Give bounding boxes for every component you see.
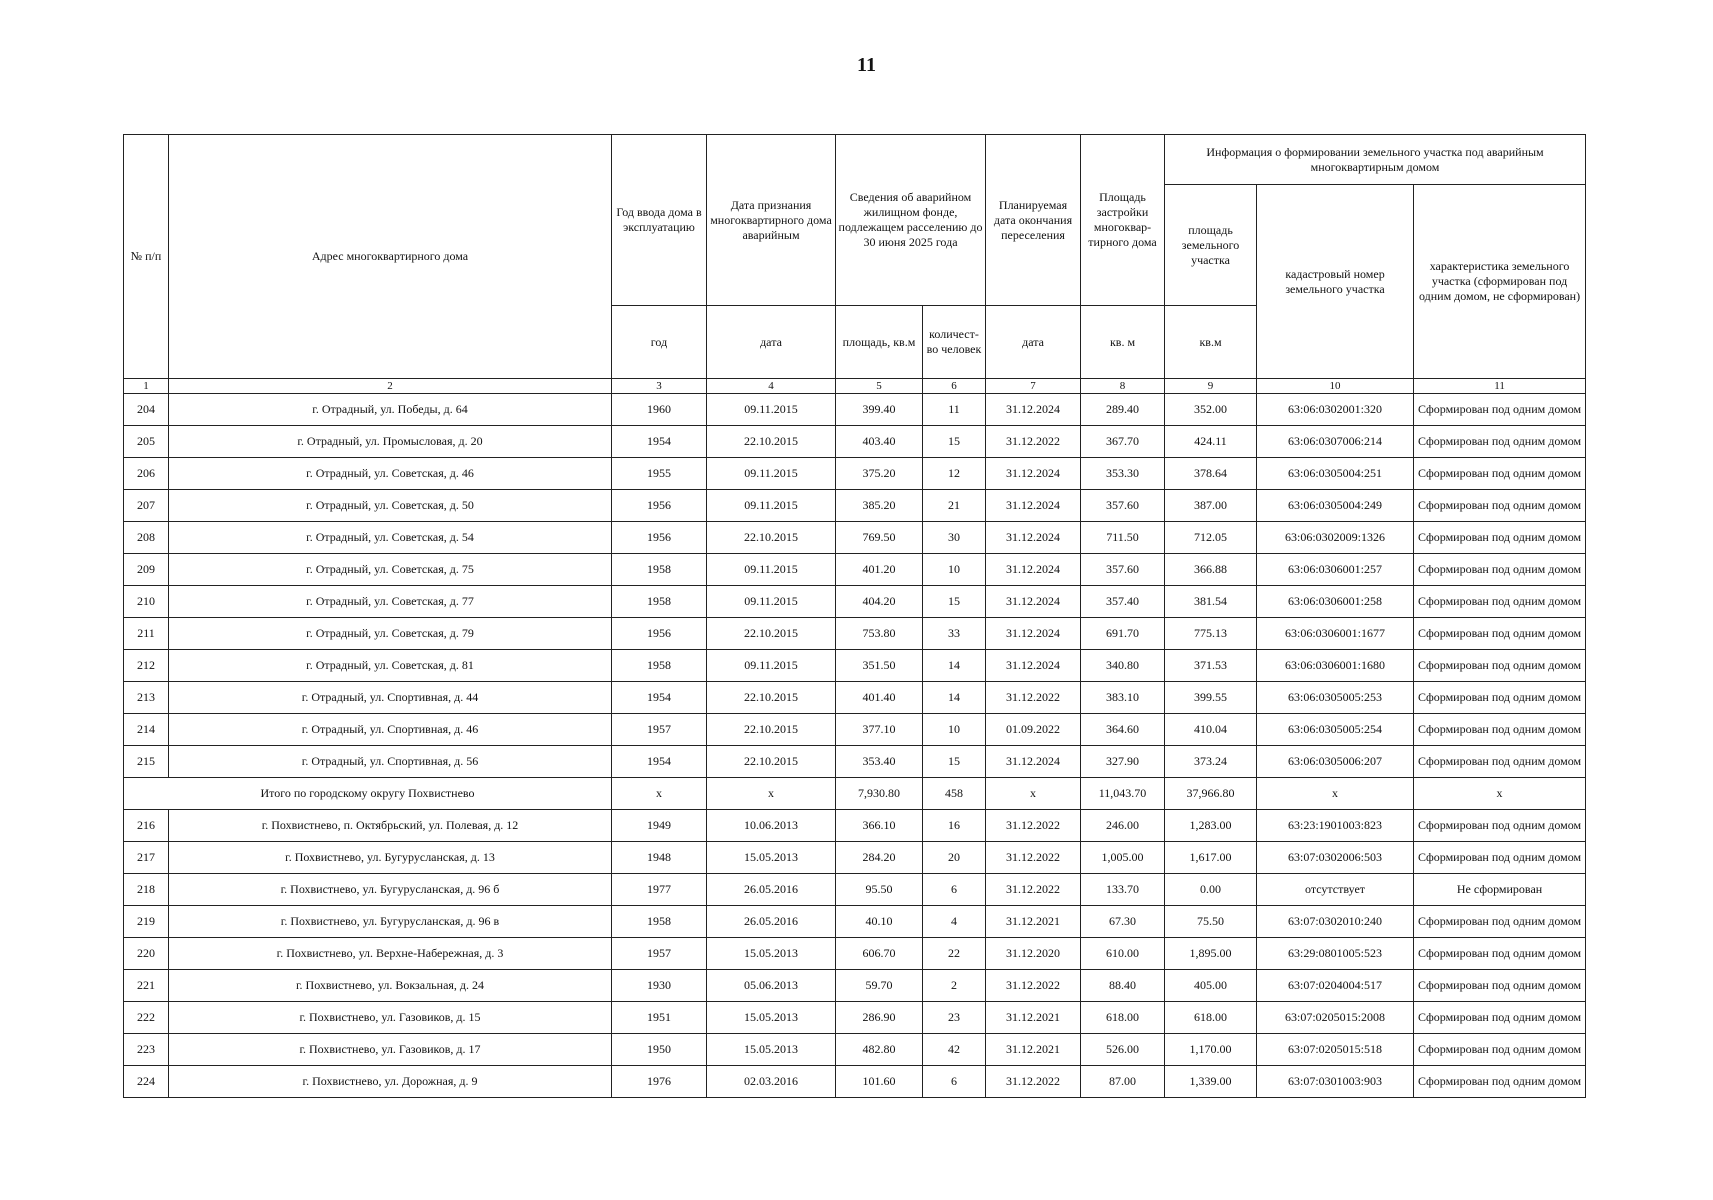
unit-people: количест-во человек xyxy=(923,306,986,379)
cell-build-area: 610.00 xyxy=(1081,938,1165,970)
header-emergency-fund: Сведения об аварийном жилищном фонде, подлежащем расселению до 30 июня 2025 года xyxy=(836,135,986,306)
cell-num: 209 xyxy=(124,554,169,586)
cell-num: 220 xyxy=(124,938,169,970)
cell-date: 09.11.2015 xyxy=(707,458,836,490)
cell-planned: 31.12.2022 xyxy=(986,682,1081,714)
cell-planned: 31.12.2024 xyxy=(986,586,1081,618)
cell-people: 6 xyxy=(923,874,986,906)
cell-cadastral: 63:06:0306001:257 xyxy=(1257,554,1414,586)
cell-date: 15.05.2013 xyxy=(707,938,836,970)
cell-num: 219 xyxy=(124,906,169,938)
cell-people: 20 xyxy=(923,842,986,874)
cell-address: г. Отрадный, ул. Советская, д. 77 xyxy=(169,586,612,618)
cell-land-area: 1,170.00 xyxy=(1165,1034,1257,1066)
cell-cadastral: отсутствует xyxy=(1257,874,1414,906)
cell-address: г. Отрадный, ул. Спортивная, д. 44 xyxy=(169,682,612,714)
cell-land-area: 0.00 xyxy=(1165,874,1257,906)
total-land-area: 37,966.80 xyxy=(1165,778,1257,810)
table-row xyxy=(124,394,1586,426)
cell-year: 1954 xyxy=(612,682,707,714)
cell-year: 1951 xyxy=(612,1002,707,1034)
cell-year: 1949 xyxy=(612,810,707,842)
cell-cadastral: 63:06:0302009:1326 xyxy=(1257,522,1414,554)
cell-status: Сформирован под одним домом xyxy=(1414,650,1586,682)
cell-status: Сформирован под одним домом xyxy=(1414,1034,1586,1066)
header-year-in-service: Год ввода дома в эксплуатацию xyxy=(612,135,707,306)
cell-planned: 31.12.2024 xyxy=(986,650,1081,682)
header-planned-date: Планируемая дата окончания переселения xyxy=(986,135,1081,306)
cell-num: 212 xyxy=(124,650,169,682)
header-land-char: характеристика земельного участка (сформирован под одним домом, не сформирован) xyxy=(1414,185,1586,379)
cell-land-area: 618.00 xyxy=(1165,1002,1257,1034)
cell-address: г. Отрадный, ул. Советская, д. 79 xyxy=(169,618,612,650)
cell-date: 09.11.2015 xyxy=(707,586,836,618)
cell-land-area: 387.00 xyxy=(1165,490,1257,522)
cell-land-area: 1,895.00 xyxy=(1165,938,1257,970)
cell-planned: 31.12.2024 xyxy=(986,490,1081,522)
table-row xyxy=(124,1034,1586,1066)
cell-land-area: 712.05 xyxy=(1165,522,1257,554)
column-number: 4 xyxy=(707,379,836,394)
unit-area: площадь, кв.м xyxy=(836,306,923,379)
cell-status: Сформирован под одним домом xyxy=(1414,490,1586,522)
cell-cadastral: 63:06:0306001:1680 xyxy=(1257,650,1414,682)
cell-year: 1956 xyxy=(612,490,707,522)
cell-year: 1957 xyxy=(612,938,707,970)
cell-people: 12 xyxy=(923,458,986,490)
cell-planned: 31.12.2022 xyxy=(986,426,1081,458)
cell-people: 10 xyxy=(923,554,986,586)
cell-num: 217 xyxy=(124,842,169,874)
cell-planned: 31.12.2022 xyxy=(986,970,1081,1002)
cell-date: 26.05.2016 xyxy=(707,906,836,938)
cell-year: 1958 xyxy=(612,906,707,938)
column-number: 6 xyxy=(923,379,986,394)
total-row xyxy=(124,778,1586,810)
column-number: 1 xyxy=(124,379,169,394)
cell-area: 401.20 xyxy=(836,554,923,586)
cell-area: 353.40 xyxy=(836,746,923,778)
cell-cadastral: 63:06:0302001:320 xyxy=(1257,394,1414,426)
cell-year: 1958 xyxy=(612,554,707,586)
cell-cadastral: 63:07:0205015:518 xyxy=(1257,1034,1414,1066)
cell-area: 101.60 xyxy=(836,1066,923,1098)
table-row xyxy=(124,490,1586,522)
cell-build-area: 133.70 xyxy=(1081,874,1165,906)
column-number: 2 xyxy=(169,379,612,394)
cell-area: 375.20 xyxy=(836,458,923,490)
table-row xyxy=(124,970,1586,1002)
cell-date: 22.10.2015 xyxy=(707,618,836,650)
cell-build-area: 353.30 xyxy=(1081,458,1165,490)
cell-address: г. Отрадный, ул. Советская, д. 46 xyxy=(169,458,612,490)
cell-land-area: 405.00 xyxy=(1165,970,1257,1002)
cell-cadastral: 63:06:0306001:258 xyxy=(1257,586,1414,618)
column-number-row xyxy=(124,379,1586,394)
cell-cadastral: 63:06:0305004:249 xyxy=(1257,490,1414,522)
table-row xyxy=(124,906,1586,938)
cell-people: 16 xyxy=(923,810,986,842)
total-planned: x xyxy=(986,778,1081,810)
cell-date: 22.10.2015 xyxy=(707,714,836,746)
cell-date: 15.05.2013 xyxy=(707,1034,836,1066)
cell-planned: 31.12.2024 xyxy=(986,554,1081,586)
cell-year: 1957 xyxy=(612,714,707,746)
cell-build-area: 246.00 xyxy=(1081,810,1165,842)
cell-people: 14 xyxy=(923,650,986,682)
cell-address: г. Похвистнево, ул. Газовиков, д. 17 xyxy=(169,1034,612,1066)
cell-cadastral: 63:06:0305005:253 xyxy=(1257,682,1414,714)
cell-area: 377.10 xyxy=(836,714,923,746)
cell-planned: 31.12.2022 xyxy=(986,842,1081,874)
cell-cadastral: 63:07:0301003:903 xyxy=(1257,1066,1414,1098)
cell-year: 1958 xyxy=(612,586,707,618)
column-number: 8 xyxy=(1081,379,1165,394)
cell-address: г. Отрадный, ул. Советская, д. 81 xyxy=(169,650,612,682)
table-row xyxy=(124,522,1586,554)
cell-num: 215 xyxy=(124,746,169,778)
cell-num: 206 xyxy=(124,458,169,490)
cell-year: 1956 xyxy=(612,618,707,650)
cell-cadastral: 63:07:0302010:240 xyxy=(1257,906,1414,938)
cell-date: 09.11.2015 xyxy=(707,650,836,682)
cell-land-area: 410.04 xyxy=(1165,714,1257,746)
cell-land-area: 1,617.00 xyxy=(1165,842,1257,874)
table-row xyxy=(124,810,1586,842)
cell-cadastral: 63:06:0306001:1677 xyxy=(1257,618,1414,650)
cell-cadastral: 63:06:0305006:207 xyxy=(1257,746,1414,778)
cell-land-area: 366.88 xyxy=(1165,554,1257,586)
cell-address: г. Отрадный, ул. Спортивная, д. 46 xyxy=(169,714,612,746)
cell-cadastral: 63:06:0307006:214 xyxy=(1257,426,1414,458)
cell-planned: 31.12.2024 xyxy=(986,394,1081,426)
table-row xyxy=(124,874,1586,906)
cell-num: 204 xyxy=(124,394,169,426)
cell-area: 351.50 xyxy=(836,650,923,682)
table-row xyxy=(124,746,1586,778)
unit-kvm2: кв.м xyxy=(1165,306,1257,379)
cell-people: 15 xyxy=(923,746,986,778)
table-row xyxy=(124,554,1586,586)
cell-people: 4 xyxy=(923,906,986,938)
cell-land-area: 378.64 xyxy=(1165,458,1257,490)
cell-status: Сформирован под одним домом xyxy=(1414,586,1586,618)
cell-planned: 31.12.2022 xyxy=(986,874,1081,906)
cell-area: 366.10 xyxy=(836,810,923,842)
cell-area: 286.90 xyxy=(836,1002,923,1034)
cell-build-area: 357.60 xyxy=(1081,490,1165,522)
cell-date: 15.05.2013 xyxy=(707,842,836,874)
cell-build-area: 327.90 xyxy=(1081,746,1165,778)
cell-year: 1977 xyxy=(612,874,707,906)
cell-num: 218 xyxy=(124,874,169,906)
cell-build-area: 711.50 xyxy=(1081,522,1165,554)
total-build-area: 11,043.70 xyxy=(1081,778,1165,810)
cell-date: 15.05.2013 xyxy=(707,1002,836,1034)
cell-year: 1958 xyxy=(612,650,707,682)
cell-planned: 01.09.2022 xyxy=(986,714,1081,746)
cell-status: Сформирован под одним домом xyxy=(1414,554,1586,586)
cell-cadastral: 63:07:0205015:2008 xyxy=(1257,1002,1414,1034)
table-row xyxy=(124,842,1586,874)
cell-people: 22 xyxy=(923,938,986,970)
cell-planned: 31.12.2024 xyxy=(986,618,1081,650)
cell-status: Сформирован под одним домом xyxy=(1414,810,1586,842)
table-row xyxy=(124,586,1586,618)
cell-address: г. Отрадный, ул. Спортивная, д. 56 xyxy=(169,746,612,778)
cell-planned: 31.12.2021 xyxy=(986,906,1081,938)
cell-date: 10.06.2013 xyxy=(707,810,836,842)
column-number: 5 xyxy=(836,379,923,394)
cell-date: 26.05.2016 xyxy=(707,874,836,906)
cell-cadastral: 63:23:1901003:823 xyxy=(1257,810,1414,842)
cell-planned: 31.12.2024 xyxy=(986,746,1081,778)
header-address: Адрес многоквартирного дома xyxy=(169,135,612,379)
header-land-info: Информация о формировании земельного участка под аварийным многоквартирным домом xyxy=(1165,135,1586,185)
cell-num: 223 xyxy=(124,1034,169,1066)
cell-num: 216 xyxy=(124,810,169,842)
unit-date: дата xyxy=(707,306,836,379)
cell-build-area: 364.60 xyxy=(1081,714,1165,746)
cell-people: 11 xyxy=(923,394,986,426)
cell-build-area: 88.40 xyxy=(1081,970,1165,1002)
cell-status: Сформирован под одним домом xyxy=(1414,906,1586,938)
cell-planned: 31.12.2021 xyxy=(986,1034,1081,1066)
cell-land-area: 1,283.00 xyxy=(1165,810,1257,842)
total-cadastral: x xyxy=(1257,778,1414,810)
cell-area: 403.40 xyxy=(836,426,923,458)
cell-status: Сформирован под одним домом xyxy=(1414,522,1586,554)
cell-build-area: 340.80 xyxy=(1081,650,1165,682)
cell-address: г. Похвистнево, п. Октябрьский, ул. Полевая, д. 12 xyxy=(169,810,612,842)
cell-land-area: 373.24 xyxy=(1165,746,1257,778)
cell-date: 05.06.2013 xyxy=(707,970,836,1002)
cell-land-area: 399.55 xyxy=(1165,682,1257,714)
total-label: Итого по городскому округу Похвистнево xyxy=(124,778,612,810)
cell-address: г. Похвистнево, ул. Вокзальная, д. 24 xyxy=(169,970,612,1002)
cell-cadastral: 63:29:0801005:523 xyxy=(1257,938,1414,970)
cell-year: 1954 xyxy=(612,746,707,778)
table-body xyxy=(124,394,1586,1098)
header-recognition-date: Дата признания многоквартирного дома аварийным xyxy=(707,135,836,306)
cell-status: Сформирован под одним домом xyxy=(1414,938,1586,970)
cell-status: Сформирован под одним домом xyxy=(1414,1066,1586,1098)
cell-planned: 31.12.2020 xyxy=(986,938,1081,970)
cell-num: 211 xyxy=(124,618,169,650)
cell-build-area: 383.10 xyxy=(1081,682,1165,714)
total-area: 7,930.80 xyxy=(836,778,923,810)
cell-num: 207 xyxy=(124,490,169,522)
column-number: 10 xyxy=(1257,379,1414,394)
header-land-area: площадь земельного участка xyxy=(1165,185,1257,306)
total-people: 458 xyxy=(923,778,986,810)
cell-area: 606.70 xyxy=(836,938,923,970)
cell-date: 09.11.2015 xyxy=(707,394,836,426)
cell-people: 33 xyxy=(923,618,986,650)
cell-address: г. Отрадный, ул. Советская, д. 50 xyxy=(169,490,612,522)
cell-address: г. Похвистнево, ул. Верхне-Набережная, д. 3 xyxy=(169,938,612,970)
cell-status: Сформирован под одним домом xyxy=(1414,394,1586,426)
cell-status: Сформирован под одним домом xyxy=(1414,746,1586,778)
cell-status: Сформирован под одним домом xyxy=(1414,426,1586,458)
cell-address: г. Отрадный, ул. Промысловая, д. 20 xyxy=(169,426,612,458)
cell-status: Сформирован под одним домом xyxy=(1414,842,1586,874)
cell-land-area: 381.54 xyxy=(1165,586,1257,618)
cell-address: г. Похвистнево, ул. Газовиков, д. 15 xyxy=(169,1002,612,1034)
cell-year: 1950 xyxy=(612,1034,707,1066)
total-year: x xyxy=(612,778,707,810)
cell-date: 22.10.2015 xyxy=(707,522,836,554)
header-cadastral: кадастровый номер земельного участка xyxy=(1257,185,1414,379)
cell-people: 6 xyxy=(923,1066,986,1098)
cell-status: Сформирован под одним домом xyxy=(1414,458,1586,490)
cell-area: 95.50 xyxy=(836,874,923,906)
cell-date: 22.10.2015 xyxy=(707,426,836,458)
cell-people: 42 xyxy=(923,1034,986,1066)
cell-planned: 31.12.2022 xyxy=(986,810,1081,842)
cell-people: 15 xyxy=(923,586,986,618)
table-row xyxy=(124,938,1586,970)
cell-status: Сформирован под одним домом xyxy=(1414,682,1586,714)
unit-date2: дата xyxy=(986,306,1081,379)
cell-date: 22.10.2015 xyxy=(707,682,836,714)
cell-status: Сформирован под одним домом xyxy=(1414,618,1586,650)
header-num: № п/п xyxy=(124,135,169,379)
cell-cadastral: 63:07:0302006:503 xyxy=(1257,842,1414,874)
cell-planned: 31.12.2024 xyxy=(986,522,1081,554)
header-building-area: Площадь застройки многоквар-тирного дома xyxy=(1081,135,1165,306)
cell-build-area: 289.40 xyxy=(1081,394,1165,426)
cell-build-area: 357.40 xyxy=(1081,586,1165,618)
cell-status: Не сформирован xyxy=(1414,874,1586,906)
cell-build-area: 357.60 xyxy=(1081,554,1165,586)
cell-date: 22.10.2015 xyxy=(707,746,836,778)
cell-cadastral: 63:06:0305005:254 xyxy=(1257,714,1414,746)
cell-year: 1930 xyxy=(612,970,707,1002)
table-row xyxy=(124,426,1586,458)
cell-date: 09.11.2015 xyxy=(707,490,836,522)
cell-year: 1948 xyxy=(612,842,707,874)
table-row xyxy=(124,714,1586,746)
cell-cadastral: 63:07:0204004:517 xyxy=(1257,970,1414,1002)
cell-area: 59.70 xyxy=(836,970,923,1002)
table-row xyxy=(124,458,1586,490)
table-row xyxy=(124,618,1586,650)
cell-area: 769.50 xyxy=(836,522,923,554)
cell-build-area: 87.00 xyxy=(1081,1066,1165,1098)
cell-date: 02.03.2016 xyxy=(707,1066,836,1098)
cell-people: 30 xyxy=(923,522,986,554)
emergency-housing-table xyxy=(123,134,1586,1098)
table-row xyxy=(124,682,1586,714)
cell-area: 401.40 xyxy=(836,682,923,714)
total-date: x xyxy=(707,778,836,810)
cell-people: 15 xyxy=(923,426,986,458)
cell-address: г. Отрадный, ул. Победы, д. 64 xyxy=(169,394,612,426)
cell-land-area: 775.13 xyxy=(1165,618,1257,650)
cell-land-area: 75.50 xyxy=(1165,906,1257,938)
column-number: 3 xyxy=(612,379,707,394)
cell-area: 399.40 xyxy=(836,394,923,426)
cell-status: Сформирован под одним домом xyxy=(1414,970,1586,1002)
cell-date: 09.11.2015 xyxy=(707,554,836,586)
cell-num: 224 xyxy=(124,1066,169,1098)
cell-year: 1955 xyxy=(612,458,707,490)
cell-num: 205 xyxy=(124,426,169,458)
cell-area: 385.20 xyxy=(836,490,923,522)
cell-build-area: 367.70 xyxy=(1081,426,1165,458)
column-number: 9 xyxy=(1165,379,1257,394)
cell-build-area: 67.30 xyxy=(1081,906,1165,938)
cell-build-area: 526.00 xyxy=(1081,1034,1165,1066)
table-row xyxy=(124,650,1586,682)
cell-year: 1976 xyxy=(612,1066,707,1098)
cell-land-area: 424.11 xyxy=(1165,426,1257,458)
total-status: x xyxy=(1414,778,1586,810)
cell-status: Сформирован под одним домом xyxy=(1414,714,1586,746)
cell-area: 40.10 xyxy=(836,906,923,938)
cell-people: 10 xyxy=(923,714,986,746)
cell-area: 482.80 xyxy=(836,1034,923,1066)
cell-build-area: 1,005.00 xyxy=(1081,842,1165,874)
cell-build-area: 618.00 xyxy=(1081,1002,1165,1034)
cell-address: г. Похвистнево, ул. Дорожная, д. 9 xyxy=(169,1066,612,1098)
cell-area: 404.20 xyxy=(836,586,923,618)
table-row xyxy=(124,1002,1586,1034)
cell-num: 208 xyxy=(124,522,169,554)
cell-year: 1956 xyxy=(612,522,707,554)
cell-num: 221 xyxy=(124,970,169,1002)
page-number: 11 xyxy=(857,54,876,76)
cell-people: 14 xyxy=(923,682,986,714)
cell-planned: 31.12.2024 xyxy=(986,458,1081,490)
table-row xyxy=(124,1066,1586,1098)
cell-build-area: 691.70 xyxy=(1081,618,1165,650)
cell-address: г. Отрадный, ул. Советская, д. 54 xyxy=(169,522,612,554)
cell-address: г. Похвистнево, ул. Бугурусланская, д. 96 б xyxy=(169,874,612,906)
cell-address: г. Похвистнево, ул. Бугурусланская, д. 96 в xyxy=(169,906,612,938)
cell-cadastral: 63:06:0305004:251 xyxy=(1257,458,1414,490)
cell-planned: 31.12.2022 xyxy=(986,1066,1081,1098)
cell-planned: 31.12.2021 xyxy=(986,1002,1081,1034)
cell-area: 753.80 xyxy=(836,618,923,650)
cell-people: 2 xyxy=(923,970,986,1002)
cell-land-area: 1,339.00 xyxy=(1165,1066,1257,1098)
table-header xyxy=(124,135,1586,394)
unit-kvm: кв. м xyxy=(1081,306,1165,379)
unit-year: год xyxy=(612,306,707,379)
cell-status: Сформирован под одним домом xyxy=(1414,1002,1586,1034)
cell-year: 1954 xyxy=(612,426,707,458)
cell-num: 213 xyxy=(124,682,169,714)
column-number: 7 xyxy=(986,379,1081,394)
cell-num: 214 xyxy=(124,714,169,746)
cell-address: г. Отрадный, ул. Советская, д. 75 xyxy=(169,554,612,586)
cell-people: 23 xyxy=(923,1002,986,1034)
cell-address: г. Похвистнево, ул. Бугурусланская, д. 13 xyxy=(169,842,612,874)
cell-year: 1960 xyxy=(612,394,707,426)
cell-num: 222 xyxy=(124,1002,169,1034)
cell-land-area: 371.53 xyxy=(1165,650,1257,682)
cell-land-area: 352.00 xyxy=(1165,394,1257,426)
cell-num: 210 xyxy=(124,586,169,618)
column-number: 11 xyxy=(1414,379,1586,394)
cell-people: 21 xyxy=(923,490,986,522)
cell-area: 284.20 xyxy=(836,842,923,874)
